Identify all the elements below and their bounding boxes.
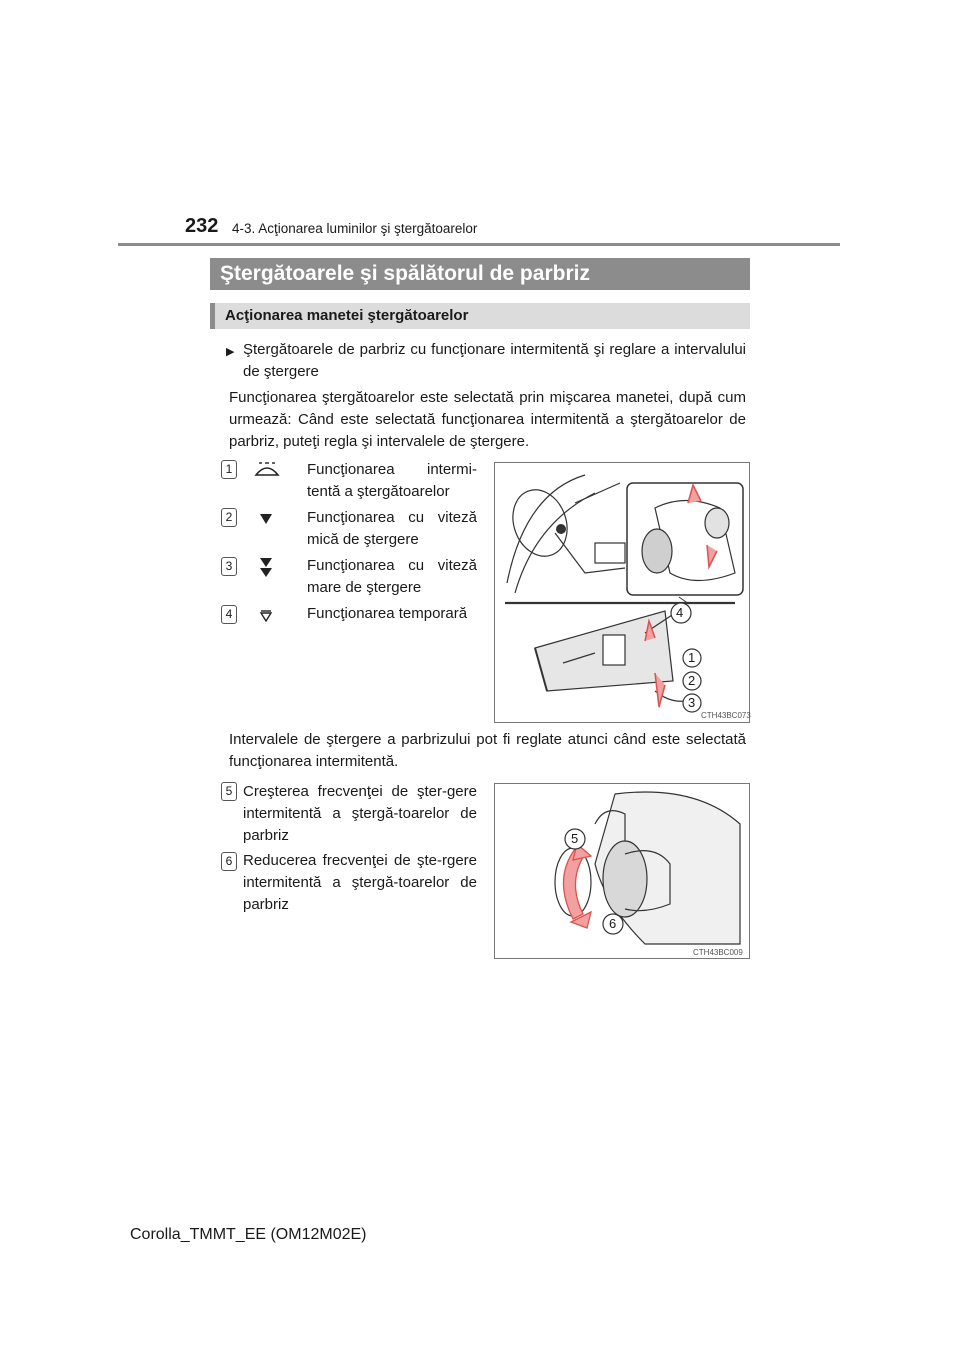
mist-icon [259,609,273,627]
item-text-4: Funcţionarea temporară [307,605,468,622]
figure-label-1: 1 [688,650,696,665]
figure-code: CTH43BC073 [701,711,751,720]
section-title: Ştergătoarele şi spălătorul de parbriz [210,258,750,290]
item-number-2: 2 [221,508,237,527]
item-number-3: 3 [221,557,237,576]
intermittent-wiper-icon [254,461,280,482]
bullet-arrow-icon: ▶ [226,346,235,358]
footer-document-id: Corolla_TMMT_EE (OM12M02E) [130,1226,367,1243]
item-text-5: Creşterea frecvenţei de şter-gere intermitentă a ştergă-toarelor de parbriz [243,783,477,844]
low-speed-icon [259,512,273,530]
item-text-1: Funcţionarea intermi-tentă a ştergătoarelor [307,461,477,500]
figure-label-6: 6 [609,916,617,931]
figure-label-5: 5 [571,831,579,846]
intro-paragraph: Funcţionarea ştergătoarelor este selectată prin mişcarea manetei, după cum urmează: Când este selectată funcţionarea intermitentă a ştergătoarelor de parbriz, puteţi regla şi intervalele de ştergere. [229,389,746,450]
item-number-5: 5 [221,782,237,801]
high-speed-icon [259,557,273,584]
figure-label-2: 2 [688,673,696,688]
breadcrumb: 4-3. Acţionarea luminilor şi ştergătoarelor [232,221,478,236]
item-number-4: 4 [221,605,237,624]
subsection-title: Acţionarea manetei ştergătoarelor [210,303,750,329]
header-divider [118,243,840,246]
figure-label-3: 3 [688,695,696,710]
item-number-6: 6 [221,852,237,871]
item-text-2: Funcţionarea cu viteză mică de ştergere [307,509,477,548]
item-text-6: Reducerea frecvenţei de şte-rgere intermitentă a ştergă-toarelor de parbriz [243,852,477,913]
item-number-1: 1 [221,460,237,479]
page-number: 232 [185,215,219,237]
interval-knob-figure [494,783,750,959]
figure-label-4: 4 [676,605,684,620]
bullet-text: Ştergătoarele de parbriz cu funcţionare intermitentă şi reglare a intervalului de ştergere [243,341,746,380]
wiper-lever-figure [494,462,750,723]
figure-code: CTH43BC009 [693,948,743,957]
item-text-3: Funcţionarea cu viteză mare de ştergere [307,557,477,596]
intervals-paragraph: Intervalele de ştergere a parbrizului pot fi reglate atunci când este selectată funcţionarea intermitentă. [229,731,746,770]
